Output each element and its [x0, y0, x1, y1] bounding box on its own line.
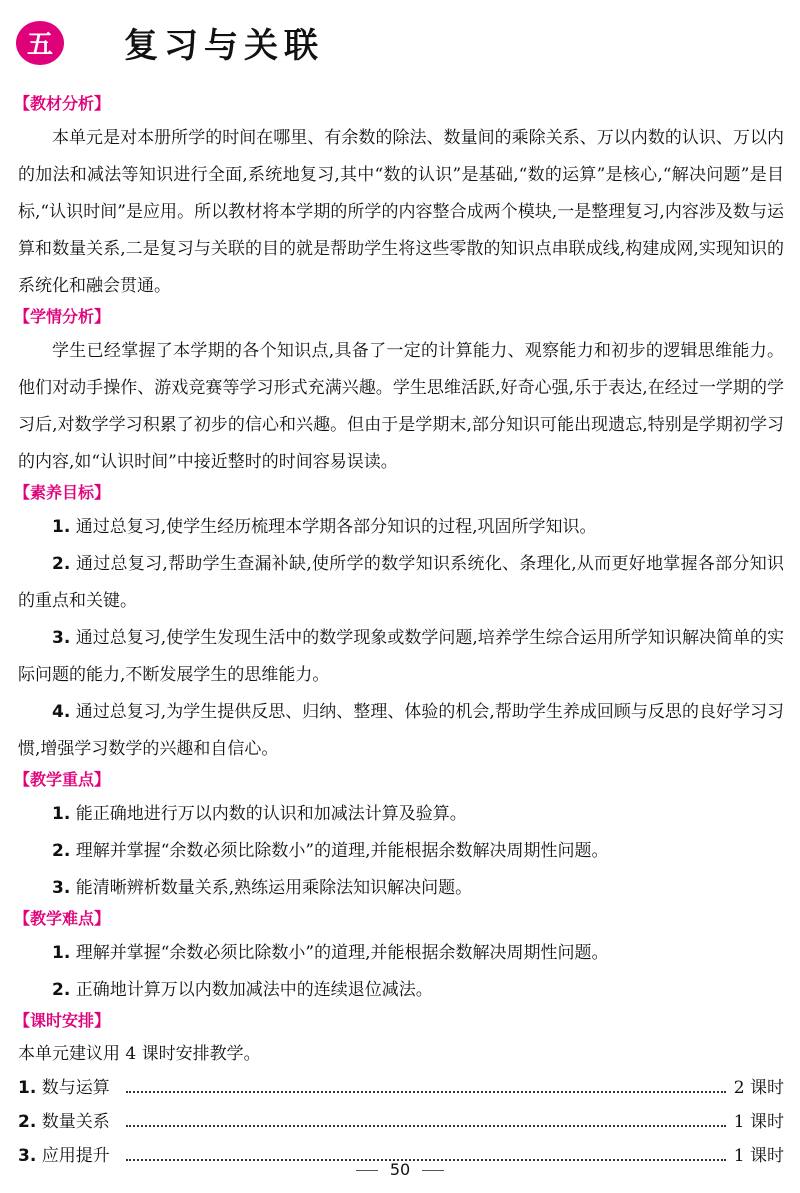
key-point-item — [18, 870, 784, 907]
schedule-number: 3. — [18, 1146, 37, 1166]
schedule-number: 1. — [18, 1078, 37, 1098]
schedule-hours: 2 课时 — [733, 1078, 784, 1098]
chapter-header — [16, 18, 324, 67]
key-point-item — [18, 796, 784, 833]
student-analysis-paragraph: 学生已经掌握了本学期的各个知识点,具备了一定的计算能力、观察能力和初步的逻辑思维能力。他们对动手操作、游戏竞赛等学习形式充满兴趣。学生思维活跃,好奇心强,乐于表达,在经过一学期的学习后,对数学学习积累了初步的信心和兴趣。但由于是学期末,部分知识可能出现遗忘,特别是学期初学习的内容,如“认识时间”中接近整时的时间容易误读。 — [18, 341, 784, 472]
footer-rule-right — [422, 1170, 444, 1171]
section-tag-textbook-analysis: 【教材分析】 — [14, 94, 111, 113]
section-tag-literacy-goals: 【素养目标】 — [14, 483, 111, 502]
key-point-text: 能清晰辨析数量关系,熟练运用乘除法知识解决问题。 — [75, 878, 473, 898]
difficulty-item — [18, 972, 784, 1009]
dot-leader — [126, 1124, 726, 1127]
goal-number: 3. — [52, 628, 71, 648]
goal-number: 2. — [52, 554, 71, 574]
difficulty-text: 正确地计算万以内数加减法中的连续退位减法。 — [75, 980, 433, 1000]
section-tag-student-analysis: 【学情分析】 — [14, 307, 111, 326]
section-tag-key-points: 【教学重点】 — [14, 770, 111, 789]
key-point-text: 理解并掌握“余数必须比除数小”的道理,并能根据余数解决周期性问题。 — [75, 841, 609, 861]
section-tag-difficulties: 【教学难点】 — [14, 909, 111, 928]
goal-item — [18, 546, 784, 620]
dot-leader — [126, 1090, 726, 1093]
key-point-text: 能正确地进行万以内数的认识和加减法计算及验算。 — [75, 804, 467, 824]
key-point-number: 2. — [52, 841, 71, 861]
goal-text: 通过总复习,使学生经历梳理本学期各部分知识的过程,巩固所学知识。 — [75, 517, 597, 537]
textbook-analysis-paragraph: 本单元是对本册所学的时间在哪里、有余数的除法、数量间的乘除关系、万以内数的认识、万以内的加法和减法等知识进行全面,系统地复习,其中“数的认识”是基础,“数的运算”是核心,“解决问题”是目标,“认识时间”是应用。所以教材将本学期的所学的内容整合成两个模块,一是整理复习,内容涉及数与运算和数量关系,二是复习与关联的目的就是帮助学生将这些零散的知识点串联成线,构建成网,实现知识的系统化和融会贯通。 — [18, 128, 784, 296]
section-tag-schedule: 【课时安排】 — [14, 1011, 111, 1030]
goal-text: 通过总复习,为学生提供反思、归纳、整理、体验的机会,帮助学生养成回顾与反思的良好学习习惯,增强学习数学的兴趣和自信心。 — [18, 702, 784, 759]
schedule-hours: 1 课时 — [733, 1112, 784, 1132]
schedule-hours: 1 课时 — [733, 1146, 784, 1166]
schedule-number: 2. — [18, 1112, 37, 1132]
goal-text: 通过总复习,使学生发现生活中的数学现象或数学问题,培养学生综合运用所学知识解决简单的实际问题的能力,不断发展学生的思维能力。 — [18, 628, 784, 685]
goal-number: 1. — [52, 517, 71, 537]
goal-number: 4. — [52, 702, 71, 722]
key-point-number: 1. — [52, 804, 71, 824]
key-point-item — [18, 833, 784, 870]
key-point-number: 3. — [52, 878, 71, 898]
page-footer — [0, 1160, 800, 1179]
page-number: 50 — [389, 1160, 411, 1179]
schedule-label — [18, 1105, 110, 1139]
goal-item — [18, 694, 784, 768]
footer-rule-left — [356, 1170, 378, 1171]
goal-item — [18, 620, 784, 694]
difficulty-number: 2. — [52, 980, 71, 1000]
page-content — [14, 92, 784, 1173]
schedule-topic: 应用提升 — [41, 1146, 110, 1166]
schedule-label — [18, 1071, 110, 1105]
schedule-row — [18, 1071, 784, 1105]
chapter-number-badge: 五 — [16, 21, 64, 65]
goal-item — [18, 509, 784, 546]
difficulty-number: 1. — [52, 943, 71, 963]
chapter-title: 复习与关联 — [124, 26, 324, 66]
goal-text: 通过总复习,帮助学生查漏补缺,使所学的数学知识系统化、条理化,从而更好地掌握各部分知识的重点和关键。 — [18, 554, 784, 611]
difficulty-item — [18, 935, 784, 972]
schedule-intro: 本单元建议用 4 课时安排教学。 — [18, 1044, 261, 1064]
schedule-topic: 数量关系 — [41, 1112, 110, 1132]
schedule-row — [18, 1105, 784, 1139]
difficulty-text: 理解并掌握“余数必须比除数小”的道理,并能根据余数解决周期性问题。 — [75, 943, 609, 963]
schedule-topic: 数与运算 — [41, 1078, 110, 1098]
